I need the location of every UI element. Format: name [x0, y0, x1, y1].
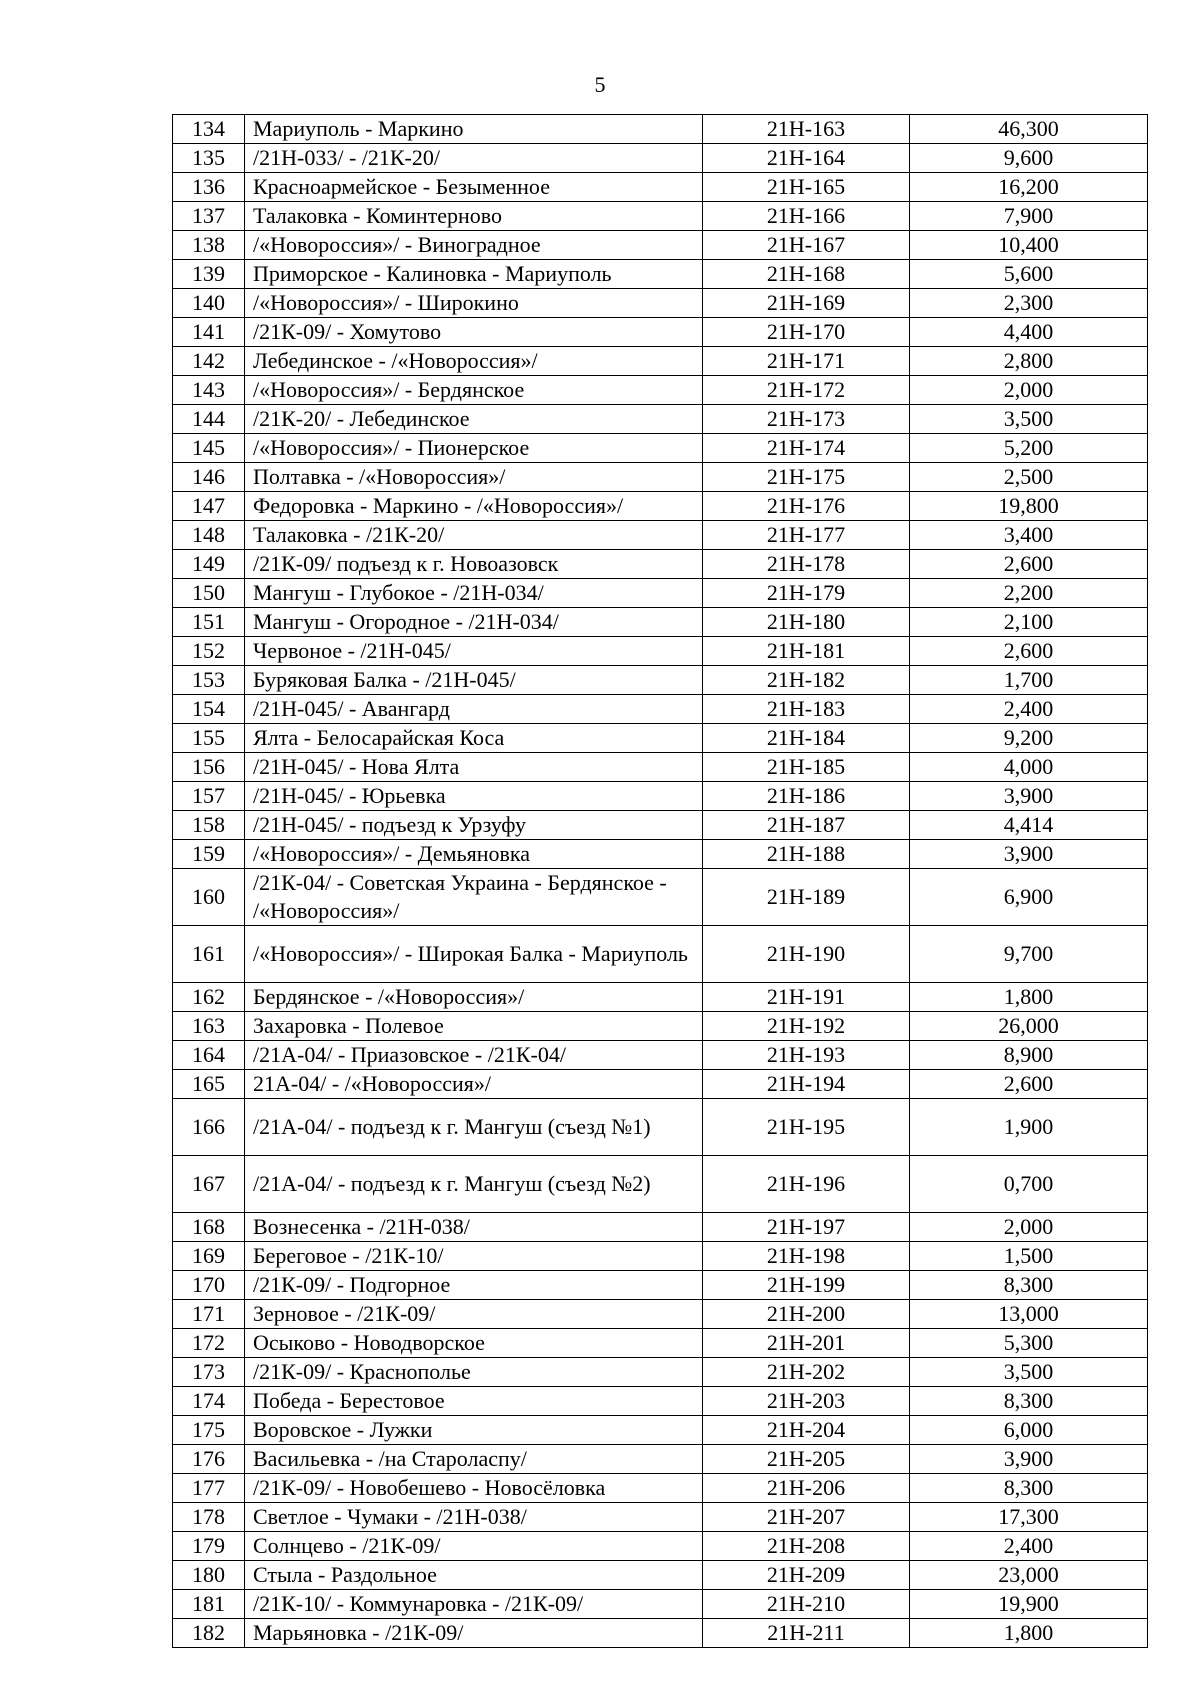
row-number-cell: 142: [173, 347, 245, 376]
road-name-cell: Мариуполь - Маркино: [245, 115, 703, 144]
road-name-cell: Солнцево - /21К-09/: [245, 1532, 703, 1561]
row-number-cell: 150: [173, 579, 245, 608]
table-row: [173, 492, 1148, 521]
row-number-cell: 151: [173, 608, 245, 637]
table-row: [173, 347, 1148, 376]
table-row: [173, 1503, 1148, 1532]
road-name-cell: /21К-10/ - Коммунаровка - /21К-09/: [245, 1590, 703, 1619]
road-name-cell: /«Новороссия»/ - Широкая Балка - Мариуполь: [245, 926, 703, 983]
road-name-cell: 21А-04/ - /«Новороссия»/: [245, 1070, 703, 1099]
table-row: [173, 1242, 1148, 1271]
row-number-cell: 157: [173, 782, 245, 811]
row-number-cell: 171: [173, 1300, 245, 1329]
row-number-cell: 168: [173, 1213, 245, 1242]
road-length-cell: 1,700: [910, 666, 1148, 695]
road-name-cell: /«Новороссия»/ - Виноградное: [245, 231, 703, 260]
road-length-cell: 3,900: [910, 1445, 1148, 1474]
table-row: [173, 376, 1148, 405]
road-length-cell: 0,700: [910, 1156, 1148, 1213]
row-number-cell: 165: [173, 1070, 245, 1099]
road-code-cell: 21Н-192: [703, 1012, 910, 1041]
table-row: [173, 1619, 1148, 1648]
road-name-cell: Буряковая Балка - /21Н-045/: [245, 666, 703, 695]
row-number-cell: 155: [173, 724, 245, 753]
road-name-cell: /21К-09/ - Хомутово: [245, 318, 703, 347]
road-length-cell: 9,200: [910, 724, 1148, 753]
road-length-cell: 6,900: [910, 869, 1148, 926]
row-number-cell: 176: [173, 1445, 245, 1474]
road-name-cell: /«Новороссия»/ - Пионерское: [245, 434, 703, 463]
road-code-cell: 21Н-204: [703, 1416, 910, 1445]
road-length-cell: 4,400: [910, 318, 1148, 347]
road-code-cell: 21Н-165: [703, 173, 910, 202]
road-length-cell: 5,200: [910, 434, 1148, 463]
road-name-cell: Полтавка - /«Новороссия»/: [245, 463, 703, 492]
table-row: [173, 1070, 1148, 1099]
road-name-cell: Воровское - Лужки: [245, 1416, 703, 1445]
road-length-cell: 1,500: [910, 1242, 1148, 1271]
road-name-cell: Победа - Берестовое: [245, 1387, 703, 1416]
row-number-cell: 167: [173, 1156, 245, 1213]
row-number-cell: 173: [173, 1358, 245, 1387]
road-name-cell: /21К-09/ подъезд к г. Новоазовск: [245, 550, 703, 579]
road-name-cell: /21А-04/ - Приазовское - /21К-04/: [245, 1041, 703, 1070]
road-code-cell: 21Н-163: [703, 115, 910, 144]
table-row: [173, 1474, 1148, 1503]
road-code-cell: 21Н-197: [703, 1213, 910, 1242]
road-code-cell: 21Н-206: [703, 1474, 910, 1503]
road-length-cell: 5,300: [910, 1329, 1148, 1358]
table-row: [173, 1041, 1148, 1070]
road-name-cell: /21К-20/ - Лебединское: [245, 405, 703, 434]
road-code-cell: 21Н-187: [703, 811, 910, 840]
table-row: [173, 782, 1148, 811]
road-name-cell: /«Новороссия»/ - Демьяновка: [245, 840, 703, 869]
row-number-cell: 158: [173, 811, 245, 840]
road-name-cell: Захаровка - Полевое: [245, 1012, 703, 1041]
road-length-cell: 17,300: [910, 1503, 1148, 1532]
row-number-cell: 166: [173, 1099, 245, 1156]
road-length-cell: 8,300: [910, 1271, 1148, 1300]
road-name-cell: Лебединское - /«Новороссия»/: [245, 347, 703, 376]
row-number-cell: 177: [173, 1474, 245, 1503]
road-code-cell: 21Н-191: [703, 983, 910, 1012]
road-length-cell: 2,600: [910, 550, 1148, 579]
road-length-cell: 19,900: [910, 1590, 1148, 1619]
road-code-cell: 21Н-205: [703, 1445, 910, 1474]
row-number-cell: 182: [173, 1619, 245, 1648]
road-name-cell: Федоровка - Маркино - /«Новороссия»/: [245, 492, 703, 521]
road-name-cell: /21К-09/ - Новобешево - Новосёловка: [245, 1474, 703, 1503]
table-row: [173, 463, 1148, 492]
road-code-cell: 21Н-173: [703, 405, 910, 434]
road-length-cell: 2,600: [910, 637, 1148, 666]
road-code-cell: 21Н-172: [703, 376, 910, 405]
table-row: [173, 434, 1148, 463]
road-code-cell: 21Н-167: [703, 231, 910, 260]
road-length-cell: 10,400: [910, 231, 1148, 260]
table-row: [173, 405, 1148, 434]
table-row: [173, 289, 1148, 318]
row-number-cell: 135: [173, 144, 245, 173]
road-name-cell: /21К-09/ - Подгорное: [245, 1271, 703, 1300]
road-length-cell: 2,400: [910, 1532, 1148, 1561]
row-number-cell: 148: [173, 521, 245, 550]
road-name-cell: Осыково - Новодворское: [245, 1329, 703, 1358]
row-number-cell: 169: [173, 1242, 245, 1271]
row-number-cell: 145: [173, 434, 245, 463]
road-length-cell: 4,414: [910, 811, 1148, 840]
road-name-cell: /«Новороссия»/ - Бердянское: [245, 376, 703, 405]
row-number-cell: 175: [173, 1416, 245, 1445]
road-length-cell: 9,700: [910, 926, 1148, 983]
row-number-cell: 174: [173, 1387, 245, 1416]
row-number-cell: 178: [173, 1503, 245, 1532]
table-row: [173, 637, 1148, 666]
road-code-cell: 21Н-178: [703, 550, 910, 579]
table-row: [173, 144, 1148, 173]
road-name-cell: Красноармейское - Безыменное: [245, 173, 703, 202]
road-name-cell: Бердянское - /«Новороссия»/: [245, 983, 703, 1012]
road-code-cell: 21Н-209: [703, 1561, 910, 1590]
row-number-cell: 139: [173, 260, 245, 289]
row-number-cell: 170: [173, 1271, 245, 1300]
row-number-cell: 144: [173, 405, 245, 434]
road-length-cell: 8,300: [910, 1387, 1148, 1416]
road-name-cell: /21А-04/ - подъезд к г. Мангуш (съезд №2): [245, 1156, 703, 1213]
road-length-cell: 3,400: [910, 521, 1148, 550]
road-length-cell: 2,400: [910, 695, 1148, 724]
roads-table: [172, 114, 1148, 1648]
row-number-cell: 179: [173, 1532, 245, 1561]
road-name-cell: Приморское - Калиновка - Мариуполь: [245, 260, 703, 289]
table-row: [173, 1387, 1148, 1416]
road-length-cell: 3,500: [910, 405, 1148, 434]
page-number: 5: [594, 72, 606, 97]
row-number-cell: 156: [173, 753, 245, 782]
road-name-cell: Светлое - Чумаки - /21Н-038/: [245, 1503, 703, 1532]
row-number-cell: 138: [173, 231, 245, 260]
row-number-cell: 146: [173, 463, 245, 492]
table-row: [173, 1445, 1148, 1474]
road-name-cell: Васильевка - /на Староласпу/: [245, 1445, 703, 1474]
table-row: [173, 1329, 1148, 1358]
road-code-cell: 21Н-195: [703, 1099, 910, 1156]
road-code-cell: 21Н-180: [703, 608, 910, 637]
road-name-cell: Береговое - /21К-10/: [245, 1242, 703, 1271]
road-name-cell: Мангуш - Огородное - /21Н-034/: [245, 608, 703, 637]
road-code-cell: 21Н-170: [703, 318, 910, 347]
table-row: [173, 1532, 1148, 1561]
road-name-cell: Талаковка - /21К-20/: [245, 521, 703, 550]
road-code-cell: 21Н-164: [703, 144, 910, 173]
road-code-cell: 21Н-182: [703, 666, 910, 695]
row-number-cell: 136: [173, 173, 245, 202]
road-name-cell: Мангуш - Глубокое - /21Н-034/: [245, 579, 703, 608]
row-number-cell: 161: [173, 926, 245, 983]
row-number-cell: 149: [173, 550, 245, 579]
road-code-cell: 21Н-200: [703, 1300, 910, 1329]
road-code-cell: 21Н-208: [703, 1532, 910, 1561]
row-number-cell: 164: [173, 1041, 245, 1070]
row-number-cell: 172: [173, 1329, 245, 1358]
table-row: [173, 869, 1148, 926]
road-code-cell: 21Н-203: [703, 1387, 910, 1416]
road-length-cell: 8,900: [910, 1041, 1148, 1070]
road-code-cell: 21Н-194: [703, 1070, 910, 1099]
table-row: [173, 521, 1148, 550]
roads-table-body: [173, 115, 1148, 1648]
row-number-cell: 154: [173, 695, 245, 724]
table-row: [173, 260, 1148, 289]
road-length-cell: 2,300: [910, 289, 1148, 318]
road-length-cell: 2,000: [910, 1213, 1148, 1242]
road-name-cell: /«Новороссия»/ - Широкино: [245, 289, 703, 318]
road-name-cell: /21Н-045/ - Авангард: [245, 695, 703, 724]
road-name-cell: /21К-04/ - Советская Украина - Бердянское - /«Новороссия»/: [245, 869, 703, 926]
road-code-cell: 21Н-181: [703, 637, 910, 666]
road-code-cell: 21Н-199: [703, 1271, 910, 1300]
road-code-cell: 21Н-184: [703, 724, 910, 753]
table-row: [173, 811, 1148, 840]
road-code-cell: 21Н-210: [703, 1590, 910, 1619]
road-length-cell: 8,300: [910, 1474, 1148, 1503]
road-length-cell: 9,600: [910, 144, 1148, 173]
row-number-cell: 180: [173, 1561, 245, 1590]
table-row: [173, 695, 1148, 724]
road-length-cell: 5,600: [910, 260, 1148, 289]
road-code-cell: 21Н-189: [703, 869, 910, 926]
row-number-cell: 140: [173, 289, 245, 318]
road-length-cell: 7,900: [910, 202, 1148, 231]
road-length-cell: 3,900: [910, 782, 1148, 811]
road-code-cell: 21Н-171: [703, 347, 910, 376]
road-name-cell: /21Н-045/ - подъезд к Урзуфу: [245, 811, 703, 840]
table-row: [173, 983, 1148, 1012]
row-number-cell: 163: [173, 1012, 245, 1041]
road-code-cell: 21Н-198: [703, 1242, 910, 1271]
road-code-cell: 21Н-202: [703, 1358, 910, 1387]
road-code-cell: 21Н-175: [703, 463, 910, 492]
road-length-cell: 23,000: [910, 1561, 1148, 1590]
road-code-cell: 21Н-176: [703, 492, 910, 521]
road-code-cell: 21Н-179: [703, 579, 910, 608]
row-number-cell: 152: [173, 637, 245, 666]
table-row: [173, 115, 1148, 144]
road-code-cell: 21Н-211: [703, 1619, 910, 1648]
road-length-cell: 3,500: [910, 1358, 1148, 1387]
table-row: [173, 1012, 1148, 1041]
table-row: [173, 1590, 1148, 1619]
road-code-cell: 21Н-207: [703, 1503, 910, 1532]
road-length-cell: 2,800: [910, 347, 1148, 376]
road-code-cell: 21Н-185: [703, 753, 910, 782]
road-name-cell: /21Н-045/ - Нова Ялта: [245, 753, 703, 782]
table-row: [173, 1300, 1148, 1329]
table-row: [173, 1213, 1148, 1242]
table-row: [173, 550, 1148, 579]
road-length-cell: 2,200: [910, 579, 1148, 608]
row-number-cell: 153: [173, 666, 245, 695]
table-row: [173, 579, 1148, 608]
row-number-cell: 134: [173, 115, 245, 144]
table-row: [173, 1156, 1148, 1213]
road-length-cell: 1,800: [910, 1619, 1148, 1648]
road-length-cell: 3,900: [910, 840, 1148, 869]
row-number-cell: 159: [173, 840, 245, 869]
road-name-cell: /21Н-033/ - /21К-20/: [245, 144, 703, 173]
road-code-cell: 21Н-168: [703, 260, 910, 289]
row-number-cell: 143: [173, 376, 245, 405]
road-name-cell: /21К-09/ - Краснополье: [245, 1358, 703, 1387]
road-length-cell: 6,000: [910, 1416, 1148, 1445]
road-name-cell: Марьяновка - /21К-09/: [245, 1619, 703, 1648]
road-name-cell: Стыла - Раздольное: [245, 1561, 703, 1590]
road-length-cell: 19,800: [910, 492, 1148, 521]
road-code-cell: 21Н-201: [703, 1329, 910, 1358]
table-row: [173, 840, 1148, 869]
road-name-cell: Червоное - /21Н-045/: [245, 637, 703, 666]
row-number-cell: 147: [173, 492, 245, 521]
road-length-cell: 2,000: [910, 376, 1148, 405]
row-number-cell: 137: [173, 202, 245, 231]
road-code-cell: 21Н-183: [703, 695, 910, 724]
road-name-cell: /21Н-045/ - Юрьевка: [245, 782, 703, 811]
road-code-cell: 21Н-174: [703, 434, 910, 463]
table-row: [173, 753, 1148, 782]
road-name-cell: /21А-04/ - подъезд к г. Мангуш (съезд №1): [245, 1099, 703, 1156]
road-code-cell: 21Н-169: [703, 289, 910, 318]
table-row: [173, 173, 1148, 202]
table-row: [173, 1271, 1148, 1300]
table-row: [173, 318, 1148, 347]
road-length-cell: 46,300: [910, 115, 1148, 144]
table-row: [173, 608, 1148, 637]
road-length-cell: 2,500: [910, 463, 1148, 492]
road-code-cell: 21Н-196: [703, 1156, 910, 1213]
road-length-cell: 16,200: [910, 173, 1148, 202]
road-code-cell: 21Н-166: [703, 202, 910, 231]
row-number-cell: 141: [173, 318, 245, 347]
road-code-cell: 21Н-186: [703, 782, 910, 811]
road-code-cell: 21Н-193: [703, 1041, 910, 1070]
road-length-cell: 2,600: [910, 1070, 1148, 1099]
road-length-cell: 26,000: [910, 1012, 1148, 1041]
table-row: [173, 926, 1148, 983]
road-code-cell: 21Н-190: [703, 926, 910, 983]
row-number-cell: 160: [173, 869, 245, 926]
road-length-cell: 4,000: [910, 753, 1148, 782]
road-code-cell: 21Н-177: [703, 521, 910, 550]
road-length-cell: 1,800: [910, 983, 1148, 1012]
table-row: [173, 724, 1148, 753]
table-row: [173, 1416, 1148, 1445]
row-number-cell: 162: [173, 983, 245, 1012]
row-number-cell: 181: [173, 1590, 245, 1619]
table-row: [173, 231, 1148, 260]
table-row: [173, 666, 1148, 695]
road-length-cell: 1,900: [910, 1099, 1148, 1156]
road-name-cell: Вознесенка - /21Н-038/: [245, 1213, 703, 1242]
road-length-cell: 2,100: [910, 608, 1148, 637]
table-row: [173, 1561, 1148, 1590]
road-code-cell: 21Н-188: [703, 840, 910, 869]
road-length-cell: 13,000: [910, 1300, 1148, 1329]
table-row: [173, 1358, 1148, 1387]
road-name-cell: Ялта - Белосарайская Коса: [245, 724, 703, 753]
road-name-cell: Талаковка - Коминтерново: [245, 202, 703, 231]
road-name-cell: Зерновое - /21К-09/: [245, 1300, 703, 1329]
table-row: [173, 202, 1148, 231]
table-row: [173, 1099, 1148, 1156]
